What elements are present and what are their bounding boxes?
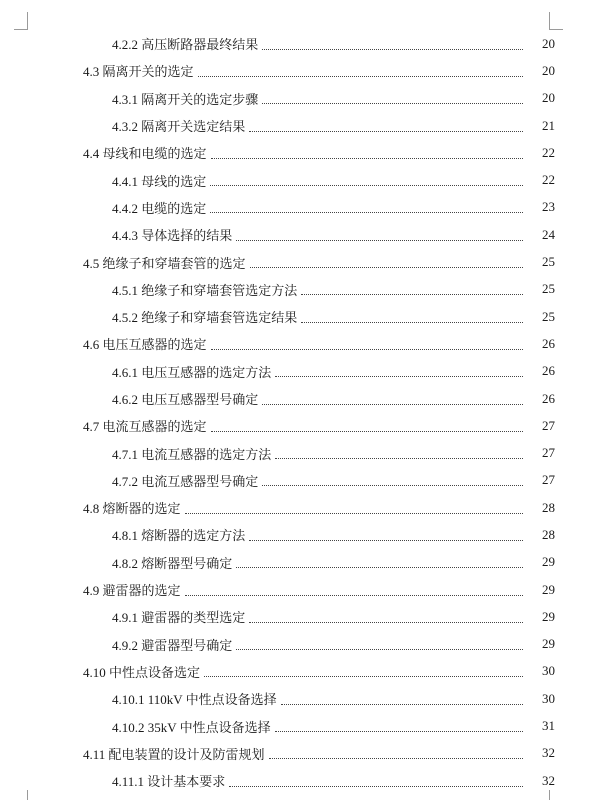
dot-leader bbox=[262, 102, 523, 104]
toc-entry[interactable] bbox=[0, 248, 600, 275]
toc-entry-title: 4.9 避雷器的选定 bbox=[83, 583, 181, 599]
toc-entry-title: 4.4 母线和电缆的选定 bbox=[83, 146, 207, 162]
dot-leader bbox=[250, 266, 523, 268]
toc-entry-title: 4.4.1 母线的选定 bbox=[112, 173, 207, 189]
toc-entry[interactable] bbox=[0, 303, 600, 330]
toc-entry-title: 4.9.1 避雷器的类型选定 bbox=[112, 610, 246, 626]
crop-mark-top-left-vertical bbox=[27, 12, 28, 30]
dot-leader bbox=[185, 594, 523, 596]
dot-leader bbox=[185, 512, 523, 514]
dot-leader bbox=[281, 703, 523, 705]
toc-entry-title: 4.10.2 35kV 中性点设备选择 bbox=[112, 719, 271, 735]
toc-entry-title: 4.11 配电装置的设计及防雷规划 bbox=[83, 746, 265, 762]
dot-leader bbox=[262, 484, 523, 486]
toc-entry[interactable] bbox=[0, 685, 600, 712]
toc-entry[interactable] bbox=[0, 576, 600, 603]
toc-entry-title: 4.8 熔断器的选定 bbox=[83, 501, 181, 517]
toc-entry[interactable] bbox=[0, 658, 600, 685]
toc-entry-page-number: 29 bbox=[542, 554, 555, 570]
table-of-contents bbox=[0, 30, 600, 794]
toc-entry-page-number: 27 bbox=[542, 417, 555, 433]
toc-entry-page-number: 22 bbox=[542, 144, 555, 160]
toc-entry-page-number: 28 bbox=[542, 526, 555, 542]
dot-leader bbox=[275, 730, 523, 732]
toc-entry[interactable] bbox=[0, 712, 600, 739]
toc-entry-title: 4.9.2 避雷器型号确定 bbox=[112, 637, 233, 653]
toc-entry-title: 4.8.2 熔断器型号确定 bbox=[112, 555, 233, 571]
dot-leader bbox=[249, 130, 523, 132]
dot-leader bbox=[236, 239, 523, 241]
toc-entry[interactable] bbox=[0, 194, 600, 221]
toc-entry-title: 4.4.3 导体选择的结果 bbox=[112, 228, 233, 244]
toc-entry[interactable] bbox=[0, 139, 600, 166]
toc-entry[interactable] bbox=[0, 85, 600, 112]
toc-entry[interactable] bbox=[0, 166, 600, 193]
toc-entry-title: 4.5.2 绝缘子和穿墙套管选定结果 bbox=[112, 310, 298, 326]
dot-leader bbox=[204, 675, 523, 677]
toc-entry[interactable] bbox=[0, 221, 600, 248]
toc-entry[interactable] bbox=[0, 549, 600, 576]
toc-entry[interactable] bbox=[0, 276, 600, 303]
toc-entry-page-number: 25 bbox=[542, 281, 555, 297]
dot-leader bbox=[275, 457, 523, 459]
toc-entry-title: 4.6 电压互感器的选定 bbox=[83, 337, 207, 353]
toc-entry-page-number: 29 bbox=[542, 636, 555, 652]
toc-entry-page-number: 28 bbox=[542, 499, 555, 515]
dot-leader bbox=[229, 785, 523, 787]
dot-leader bbox=[236, 566, 523, 568]
toc-entry-page-number: 32 bbox=[542, 772, 555, 788]
toc-entry[interactable] bbox=[0, 740, 600, 767]
toc-entry-title: 4.3.2 隔离开关选定结果 bbox=[112, 119, 246, 135]
toc-entry[interactable] bbox=[0, 494, 600, 521]
toc-entry-title: 4.10 中性点设备选定 bbox=[83, 664, 201, 680]
toc-entry[interactable] bbox=[0, 112, 600, 139]
toc-entry-page-number: 26 bbox=[542, 390, 555, 406]
toc-entry-page-number: 21 bbox=[542, 117, 555, 133]
toc-entry[interactable] bbox=[0, 631, 600, 658]
dot-leader bbox=[275, 375, 523, 377]
toc-entry-page-number: 24 bbox=[542, 226, 555, 242]
toc-entry[interactable] bbox=[0, 521, 600, 548]
toc-entry-title: 4.8.1 熔断器的选定方法 bbox=[112, 528, 246, 544]
toc-entry-page-number: 22 bbox=[542, 172, 555, 188]
toc-entry-page-number: 25 bbox=[542, 308, 555, 324]
toc-entry[interactable] bbox=[0, 385, 600, 412]
toc-entry-title: 4.3 隔离开关的选定 bbox=[83, 64, 194, 80]
toc-entry-page-number: 27 bbox=[542, 445, 555, 461]
toc-entry-page-number: 20 bbox=[542, 62, 555, 78]
toc-entry-title: 4.7.2 电流互感器型号确定 bbox=[112, 473, 259, 489]
dot-leader bbox=[211, 348, 523, 350]
dot-leader bbox=[210, 184, 523, 186]
toc-entry-page-number: 26 bbox=[542, 363, 555, 379]
toc-entry-title: 4.6.2 电压互感器型号确定 bbox=[112, 392, 259, 407]
toc-entry[interactable] bbox=[0, 330, 600, 357]
dot-leader bbox=[249, 621, 523, 623]
toc-entry[interactable] bbox=[0, 603, 600, 630]
toc-entry-title: 4.3.1 隔离开关的选定步骤 bbox=[112, 91, 259, 107]
toc-entry-title: 4.2.2 高压断路器最终结果 bbox=[112, 37, 259, 53]
dot-leader bbox=[262, 48, 523, 50]
toc-entry-page-number: 20 bbox=[542, 35, 555, 51]
toc-entry-title: 4.11.1 设计基本要求 bbox=[112, 774, 226, 790]
dot-leader bbox=[262, 403, 523, 405]
toc-entry-title: 4.6.1 电压互感器的选定方法 bbox=[112, 364, 272, 380]
toc-entry-page-number: 23 bbox=[542, 199, 555, 215]
toc-entry-title: 4.4.2 电缆的选定 bbox=[112, 200, 207, 216]
toc-entry-title: 4.5 绝缘子和穿墙套管的选定 bbox=[83, 255, 246, 271]
toc-entry-page-number: 30 bbox=[542, 690, 555, 706]
toc-entry-page-number: 29 bbox=[542, 608, 555, 624]
toc-entry[interactable] bbox=[0, 57, 600, 84]
toc-entry[interactable] bbox=[0, 439, 600, 466]
toc-entry-title: 4.7 电流互感器的选定 bbox=[83, 419, 207, 435]
dot-leader bbox=[210, 211, 523, 213]
toc-entry-page-number: 30 bbox=[542, 663, 555, 679]
dot-leader bbox=[301, 321, 523, 323]
toc-entry-page-number: 27 bbox=[542, 472, 555, 488]
dot-leader bbox=[211, 157, 523, 159]
dot-leader bbox=[269, 757, 523, 759]
dot-leader bbox=[236, 648, 523, 650]
toc-entry-page-number: 25 bbox=[542, 254, 555, 270]
toc-entry[interactable] bbox=[0, 767, 600, 794]
crop-mark-top-right-vertical bbox=[549, 12, 550, 30]
toc-entry[interactable] bbox=[0, 412, 600, 439]
dot-leader bbox=[249, 539, 523, 541]
toc-entry-title: 4.10.1 110kV 中性点设备选择 bbox=[112, 692, 277, 708]
toc-entry-title: 4.5.1 绝缘子和穿墙套管选定方法 bbox=[112, 282, 298, 298]
toc-entry-title: 4.7.1 电流互感器的选定方法 bbox=[112, 446, 272, 462]
toc-entry-page-number: 32 bbox=[542, 745, 555, 761]
toc-entry[interactable] bbox=[0, 467, 600, 494]
toc-entry-page-number: 31 bbox=[542, 718, 555, 734]
toc-entry[interactable] bbox=[0, 358, 600, 385]
dot-leader bbox=[211, 430, 523, 432]
toc-entry-page-number: 20 bbox=[542, 90, 555, 106]
toc-entry[interactable] bbox=[0, 30, 600, 57]
dot-leader bbox=[198, 75, 523, 77]
toc-entry-page-number: 26 bbox=[542, 335, 555, 351]
toc-entry-page-number: 29 bbox=[542, 581, 555, 597]
dot-leader bbox=[301, 293, 523, 295]
